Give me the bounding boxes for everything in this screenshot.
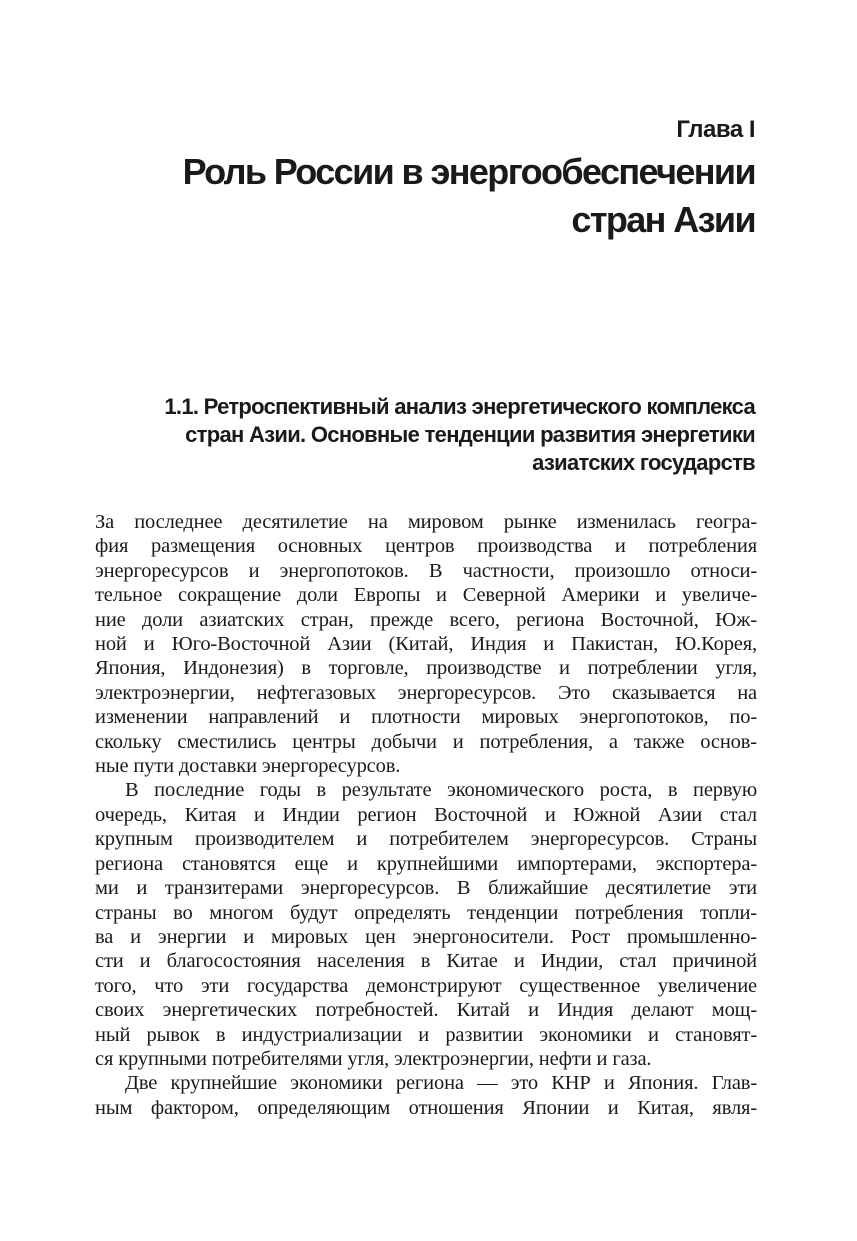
text-line: ные пути доставки энергоресурсов.: [95, 755, 401, 778]
section-heading-line: 1.1. Ретроспективный анализ энергетического комплекса: [164, 394, 755, 419]
chapter-label: Глава I: [676, 116, 755, 143]
text-line: Япония, Индонезия) в торговле, производстве и потреблении угля,: [95, 657, 757, 680]
text-line: Две крупнейшие экономики региона — это КНР и Япония. Глав-: [125, 1072, 757, 1095]
text-line: В последние годы в результате экономического роста, в первую: [125, 779, 757, 802]
text-line: ние доли азиатских стран, прежде всего, региона Восточной, Юж-: [95, 608, 757, 631]
text-line: ми и транзитерами энергоресурсов. В ближайшие десятилетие эти: [95, 877, 757, 900]
paragraph-1: [95, 510, 757, 778]
text-line: скольку сместились центры добычи и потребления, а также основ-: [95, 730, 757, 753]
text-line: очередь, Китая и Индии регион Восточной и Южной Азии стал: [95, 803, 757, 826]
text-line: ной и Юго-Восточной Азии (Китай, Индия и Пакистан, Ю.Корея,: [95, 633, 757, 656]
body-text: [95, 510, 757, 1120]
text-line: изменении направлений и плотности мировых энергопотоков, по-: [95, 706, 757, 729]
section-heading-line: азиатских государств: [532, 450, 755, 475]
text-line: своих энергетических потребностей. Китай и Индия делают мощ-: [95, 999, 757, 1022]
text-line: электроэнергии, нефтегазовых энергоресурсов. Это сказывается на: [95, 681, 757, 704]
chapter-title: [115, 148, 755, 244]
chapter-header: [115, 116, 755, 244]
paragraph-2: [95, 778, 757, 1071]
text-line: фия размещения основных центров производства и потребления: [95, 535, 757, 558]
text-line: ным фактором, определяющим отношения Японии и Китая, явля-: [95, 1096, 757, 1119]
text-line: региона становятся еще и крупнейшими импортерами, экспортера-: [95, 852, 757, 875]
section-heading-line: стран Азии. Основные тенденции развития энергетики: [185, 422, 755, 447]
text-line: сти и благосостояния населения в Китае и Индии, стал причиной: [95, 950, 757, 973]
chapter-title-line: стран Азии: [571, 199, 755, 240]
text-line: ва и энергии и мировых цен энергоносители. Рост промышленно-: [95, 925, 757, 948]
text-line: тельное сокращение доли Европы и Северной Америки и увеличе-: [95, 584, 757, 607]
text-line: того, что эти государства демонстрируют существенное увеличение: [95, 974, 757, 997]
text-line: ся крупными потребителями угля, электроэнергии, нефти и газа.: [95, 1047, 652, 1070]
paragraph-3: [95, 1071, 757, 1120]
text-line: энергоресурсов и энергопотоков. В частности, произошло относи-: [95, 559, 757, 582]
text-line: За последнее десятилетие на мировом рынке изменилась геогра-: [95, 511, 757, 533]
text-line: крупным производителем и потребителем энергоресурсов. Страны: [95, 828, 757, 851]
text-line: ный рывок в индустриализации и развитии экономики и становят-: [95, 1023, 757, 1046]
section-heading: [95, 393, 755, 477]
text-line: страны во многом будут определять тенденции потребления топли-: [95, 901, 757, 924]
chapter-title-line: Роль России в энергообеспечении: [182, 151, 755, 192]
